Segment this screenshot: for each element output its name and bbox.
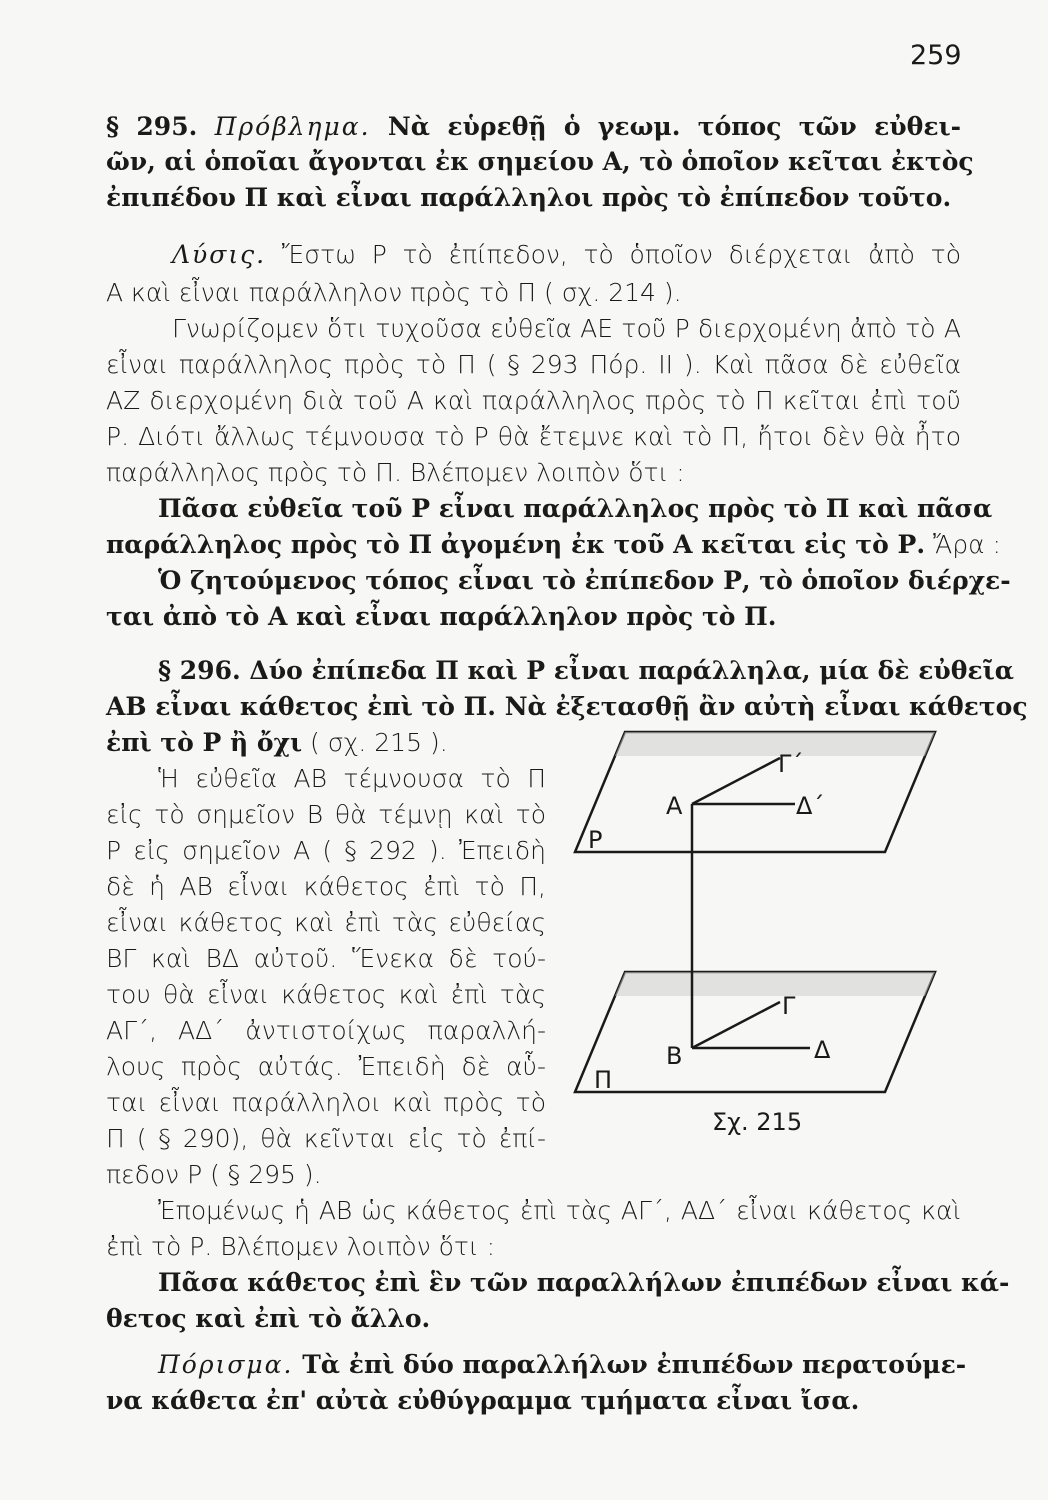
label-P-lower: Π bbox=[594, 1066, 613, 1094]
text-line: παράλληλος πρὸς τὸ Π. Βλέπομεν λοιπὸν ὅτι : bbox=[106, 458, 685, 487]
text-line: πεδον Ρ ( § 295 ). bbox=[106, 1160, 322, 1189]
label-G: Γ bbox=[782, 992, 796, 1020]
figure-215-drawing bbox=[570, 718, 970, 1138]
label-A: Α bbox=[666, 792, 683, 820]
figure-215 bbox=[570, 718, 970, 1138]
label-D1: Δ΄ bbox=[796, 792, 825, 820]
text-line: παράλληλος πρὸς τὸ Π ἀγομένη ἐκ τοῦ Α κεῖται εἰς τὸ Ρ. Ἄρα : bbox=[106, 530, 1001, 559]
text-line: λους πρὸς αὐτάς. Ἐπειδὴ δὲ αὗ- bbox=[106, 1052, 546, 1081]
text-line: ται εἶναι παράλληλοι καὶ πρὸς τὸ bbox=[106, 1088, 546, 1117]
text-line: § 295. Πρόβλημα. Νὰ εὑρεθῇ ὁ γεωμ. τόπος τῶν εὐθει- bbox=[106, 112, 962, 141]
text-line: ἐπιπέδου Π καὶ εἶναι παράλληλοι πρὸς τὸ ἐπίπεδον τοῦτο. bbox=[106, 183, 952, 212]
segment-bg bbox=[692, 1002, 780, 1048]
label-G1: Γ΄ bbox=[778, 750, 804, 778]
text-line: εἰς τὸ σημεῖον Β θὰ τέμνῃ καὶ τὸ bbox=[106, 800, 546, 829]
text-line: ΑΒ εἶναι κάθετος ἐπὶ τὸ Π. Νὰ ἐξετασθῇ ἂν αὐτὴ εἶναι κάθετος bbox=[106, 692, 1028, 721]
text-line: ΑΓ΄, ΑΔ΄ ἀντιστοίχως παραλλή- bbox=[106, 1016, 546, 1045]
plane-lower-shade bbox=[615, 972, 935, 996]
page-number: 259 bbox=[910, 40, 962, 71]
text-line: να κάθετα ἐπ' αὐτὰ εὐθύγραμμα τμήματα εἶναι ἴσα. bbox=[106, 1386, 860, 1415]
text-line: Ἡ εὐθεῖα ΑΒ τέμνουσα τὸ Π bbox=[158, 764, 546, 793]
text-line: ται ἀπὸ τὸ Α καὶ εἶναι παράλληλον πρὸς τὸ Π. bbox=[106, 602, 777, 631]
segment-ag1 bbox=[692, 758, 780, 804]
label-P-upper: Ρ bbox=[588, 826, 603, 854]
text-line: θετος καὶ ἐπὶ τὸ ἄλλο. bbox=[106, 1304, 431, 1333]
label-D: Δ bbox=[814, 1036, 831, 1064]
text-line: Πόρισμα. Τὰ ἐπὶ δύο παραλλήλων ἐπιπέδων περατούμε- bbox=[158, 1350, 967, 1379]
text-line: δὲ ἡ ΑΒ εἶναι κάθετος ἐπὶ τὸ Π, bbox=[106, 872, 546, 901]
plane-upper-shade bbox=[615, 732, 935, 756]
text-line: ῶν, αἱ ὁποῖαι ἄγονται ἐκ σημείου Α, τὸ ὁποῖον κεῖται ἐκτὸς bbox=[106, 147, 974, 176]
text-line: ἐπὶ τὸ Ρ ἢ ὄχι ( σχ. 215 ). bbox=[106, 728, 448, 757]
text-line: του θὰ εἶναι κάθετος καὶ ἐπὶ τὰς bbox=[106, 980, 546, 1009]
text-line: εἶναι κάθετος καὶ ἐπὶ τὰς εὐθείας bbox=[106, 908, 546, 937]
text-line: § 296. Δύο ἐπίπεδα Π καὶ Ρ εἶναι παράλληλα, μία δὲ εὐθεῖα bbox=[158, 656, 1014, 685]
figure-caption: Σχ. 215 bbox=[712, 1108, 803, 1136]
text-line: Ὁ ζητούμενος τόπος εἶναι τὸ ἐπίπεδον Ρ, τὸ ὁποῖον διέρχε- bbox=[158, 566, 1011, 595]
text-line: Ρ. Διότι ἄλλως τέμνουσα τὸ Ρ θὰ ἔτεμνε καὶ τὸ Π, ἤτοι δὲν θὰ ἦτο bbox=[106, 422, 961, 451]
text-line: Ρ εἰς σημεῖον Α ( § 292 ). Ἐπειδὴ bbox=[106, 836, 546, 865]
text-line: Πᾶσα εὐθεῖα τοῦ Ρ εἶναι παράλληλος πρὸς τὸ Π καὶ πᾶσα bbox=[158, 494, 993, 523]
text-line: Α καὶ εἶναι παράλληλον πρὸς τὸ Π ( σχ. 214 ). bbox=[106, 278, 682, 307]
text-line: Πᾶσα κάθετος ἐπὶ ἓν τῶν παραλλήλων ἐπιπέδων εἶναι κά- bbox=[158, 1268, 1010, 1297]
text-line: Ἐπομένως ἡ ΑΒ ὡς κάθετος ἐπὶ τὰς ΑΓ΄, ΑΔ΄ εἶναι κάθετος καὶ bbox=[158, 1196, 961, 1225]
label-B: Β bbox=[666, 1042, 683, 1070]
text-line: ἐπὶ τὸ Ρ. Βλέπομεν λοιπὸν ὅτι : bbox=[106, 1232, 496, 1261]
text-line: εἶναι παράλληλος πρὸς τὸ Π ( § 293 Πόρ. ΙΙ ). Καὶ πᾶσα δὲ εὐθεῖα bbox=[106, 350, 961, 379]
text-line: Γνωρίζομεν ὅτι τυχοῦσα εὐθεῖα ΑΕ τοῦ Ρ διερχομένη ἀπὸ τὸ Α bbox=[172, 314, 961, 343]
text-line: Π ( § 290), θὰ κεῖνται εἰς τὸ ἐπί- bbox=[106, 1124, 546, 1153]
text-line: ΑΖ διερχομένη διὰ τοῦ Α καὶ παράλληλος πρὸς τὸ Π κεῖται ἐπὶ τοῦ bbox=[106, 386, 961, 415]
text-line: Λύσις. Ἔστω Ρ τὸ ἐπίπεδον, τὸ ὁποῖον διέρχεται ἀπὸ τὸ bbox=[172, 240, 961, 269]
text-line: ΒΓ καὶ ΒΔ αὐτοῦ. Ἕνεκα δὲ τού- bbox=[106, 944, 546, 973]
